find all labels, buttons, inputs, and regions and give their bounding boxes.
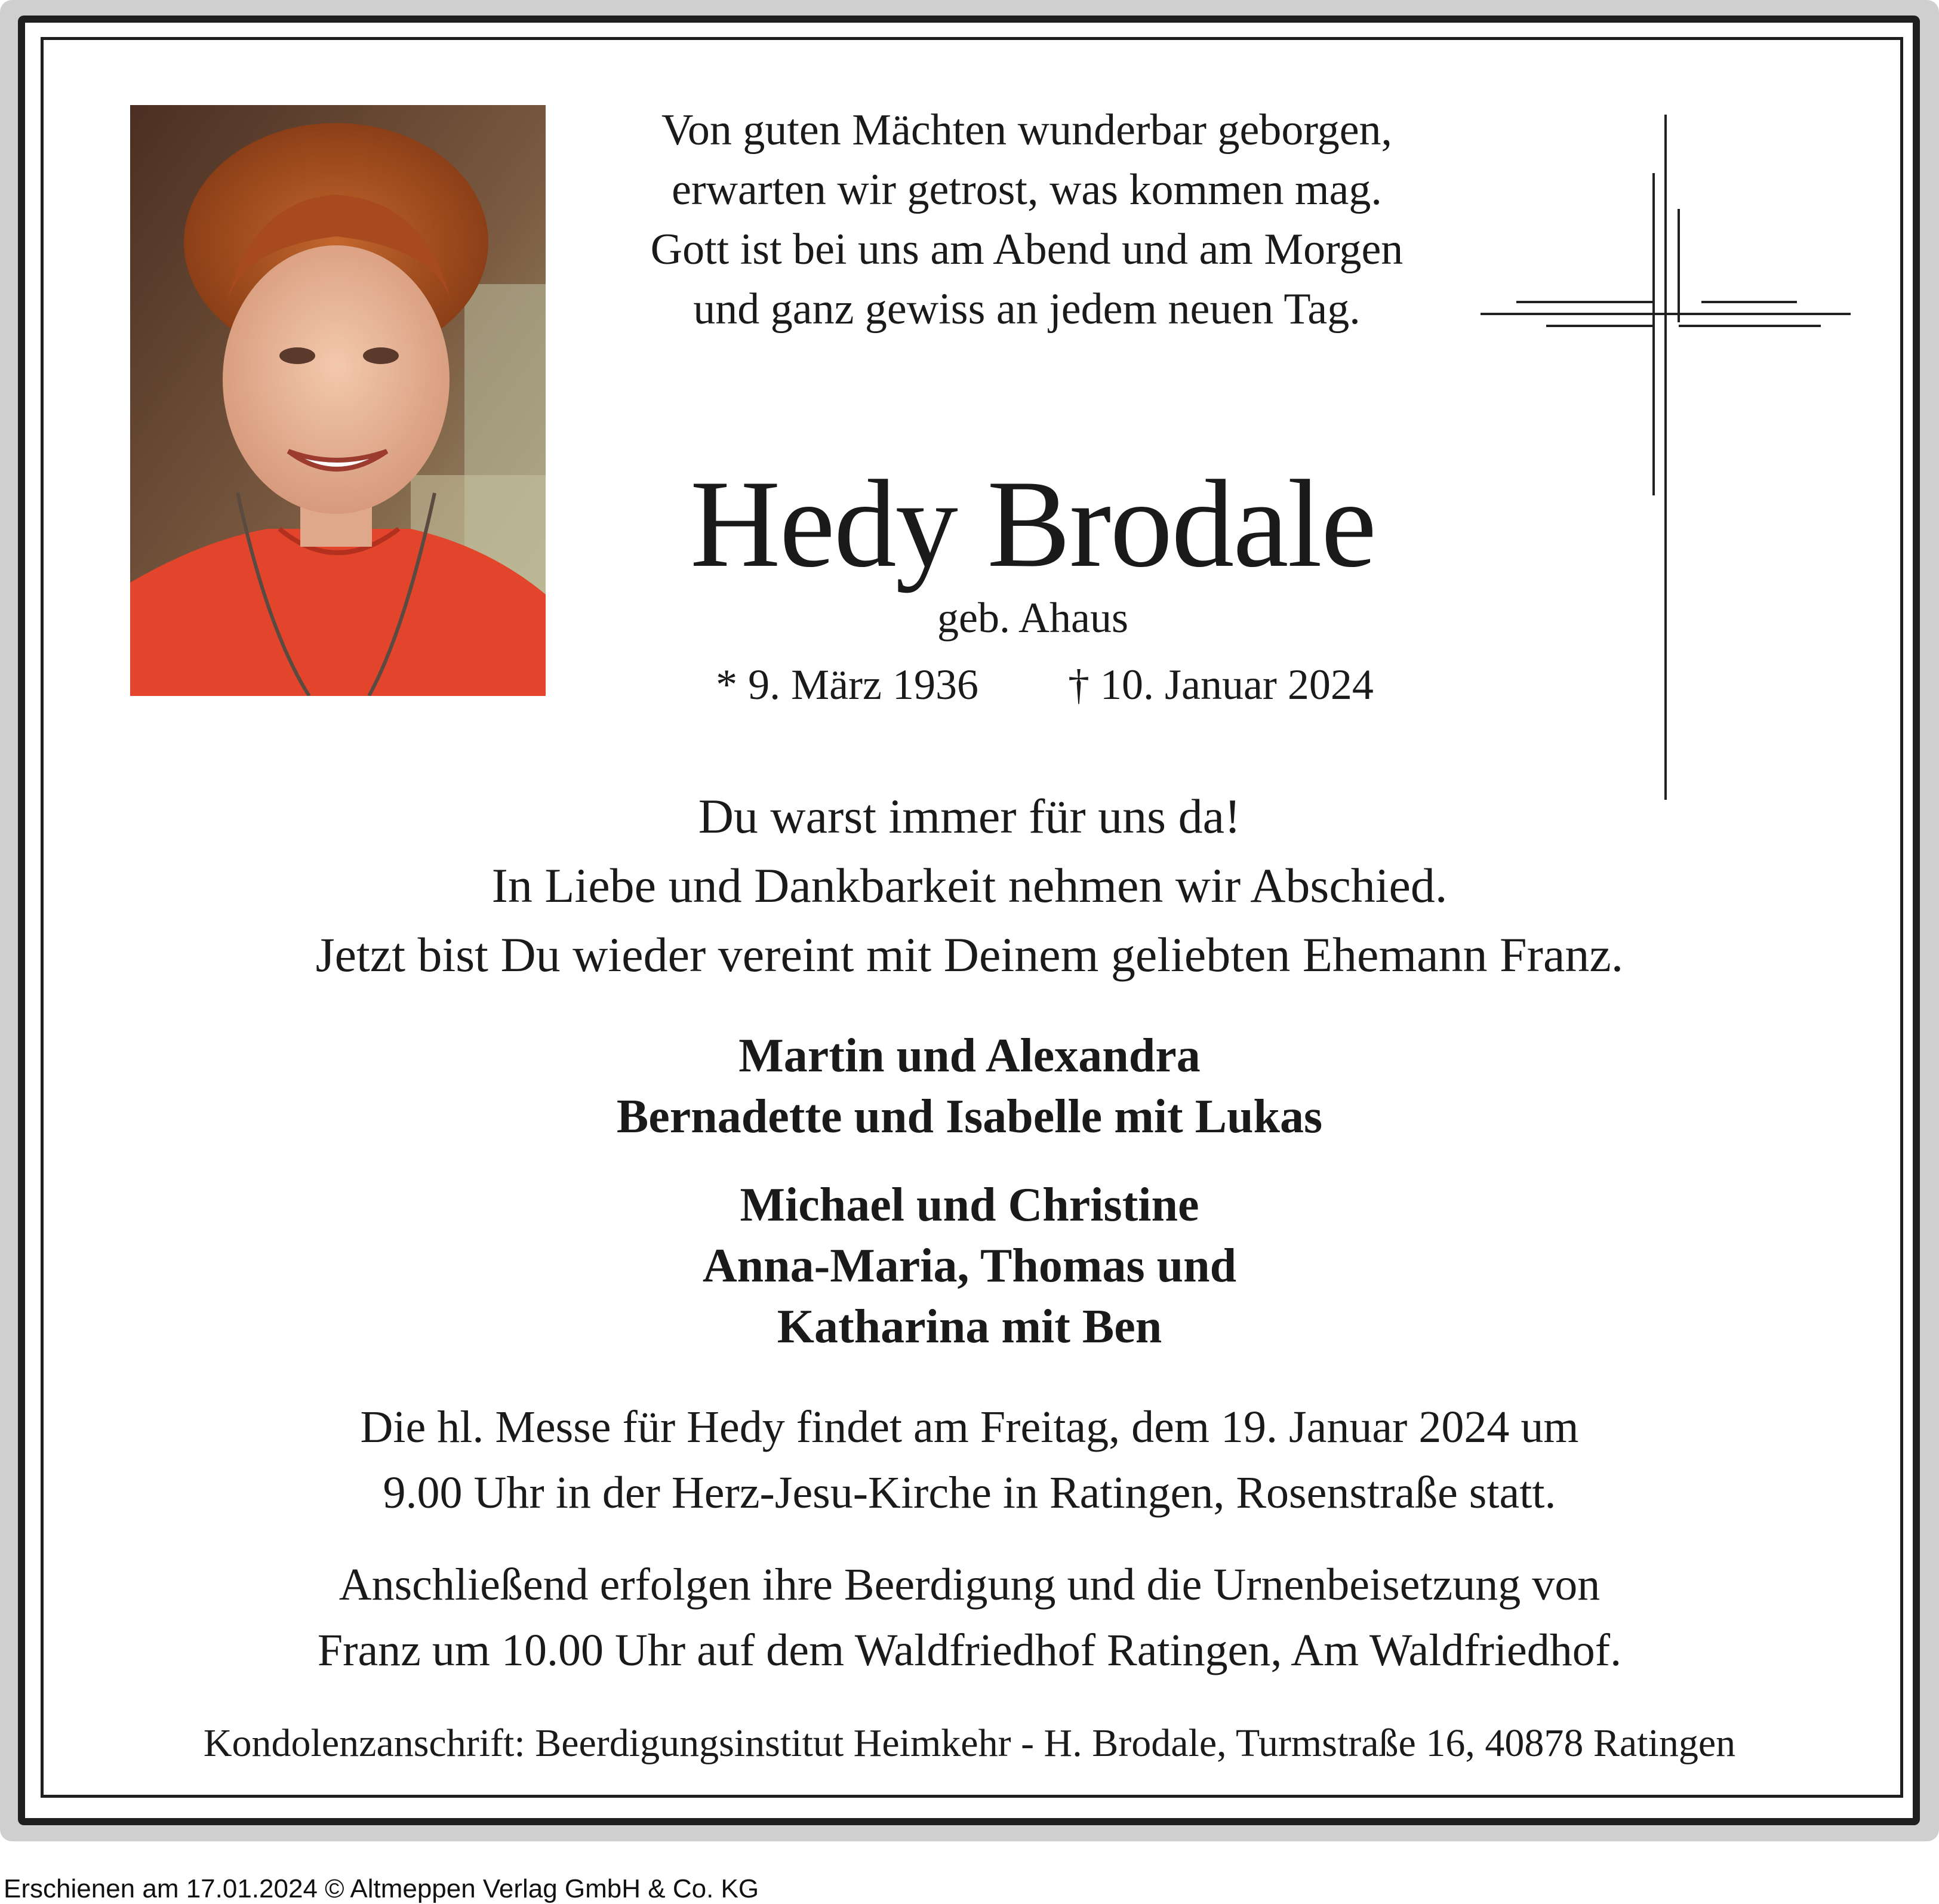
verse-line: und ganz gewiss an jedem neuen Tag. bbox=[693, 285, 1361, 334]
mass-info bbox=[0, 1394, 1939, 1526]
family-member-line: Anna-Maria, Thomas und bbox=[702, 1240, 1237, 1292]
family-member-line: Katharina mit Ben bbox=[777, 1301, 1162, 1353]
birth-name: geb. Ahaus bbox=[937, 594, 1128, 642]
farewell-line: Du warst immer für uns da! bbox=[698, 789, 1241, 843]
farewell-line: In Liebe und Dankbarkeit nehmen wir Abschied. bbox=[491, 858, 1448, 913]
verse-line: Von guten Mächten wunderbar geborgen, bbox=[661, 106, 1393, 155]
farewell-text bbox=[0, 782, 1939, 990]
farewell-line: Jetzt bist Du wieder vereint mit Deinem geliebten Ehemann Franz. bbox=[315, 928, 1624, 982]
family-member-line: Martin und Alexandra bbox=[738, 1030, 1201, 1082]
burial-info bbox=[0, 1552, 1939, 1683]
burial-line: Franz um 10.00 Uhr auf dem Waldfriedhof Ratingen, Am Waldfriedhof. bbox=[317, 1625, 1622, 1675]
family-member-line: Michael und Christine bbox=[740, 1179, 1199, 1231]
deceased-name: Hedy Brodale bbox=[690, 455, 1376, 593]
family-member-line: Bernadette und Isabelle mit Lukas bbox=[616, 1090, 1323, 1143]
family-group-2 bbox=[0, 1175, 1939, 1357]
condolence-address: Kondolenzanschrift: Beerdigungsinstitut Heimkehr - H. Brodale, Turmstraße 16, 40878 Ratingen bbox=[203, 1721, 1736, 1765]
birth-date: * 9. März 1936 bbox=[716, 661, 978, 708]
mass-line: 9.00 Uhr in der Herz-Jesu-Kirche in Ratingen, Rosenstraße statt. bbox=[383, 1468, 1556, 1518]
verse-line: Gott ist bei uns am Abend und am Morgen bbox=[650, 225, 1404, 274]
burial-line: Anschließend erfolgen ihre Beerdigung und die Urnenbeisetzung von bbox=[338, 1560, 1601, 1610]
family-group-1 bbox=[0, 1025, 1939, 1147]
death-date: † 10. Januar 2024 bbox=[1068, 661, 1374, 708]
portrait-photo bbox=[130, 105, 546, 696]
life-dates bbox=[657, 658, 1433, 711]
verse-block bbox=[549, 100, 1504, 339]
publication-footer: Erschienen am 17.01.2024 © Altmeppen Verlag GmbH & Co. KG bbox=[4, 1874, 759, 1903]
mass-line: Die hl. Messe für Hedy findet am Freitag, dem 19. Januar 2024 um bbox=[360, 1402, 1579, 1452]
verse-line: erwarten wir getrost, was kommen mag. bbox=[672, 165, 1382, 214]
